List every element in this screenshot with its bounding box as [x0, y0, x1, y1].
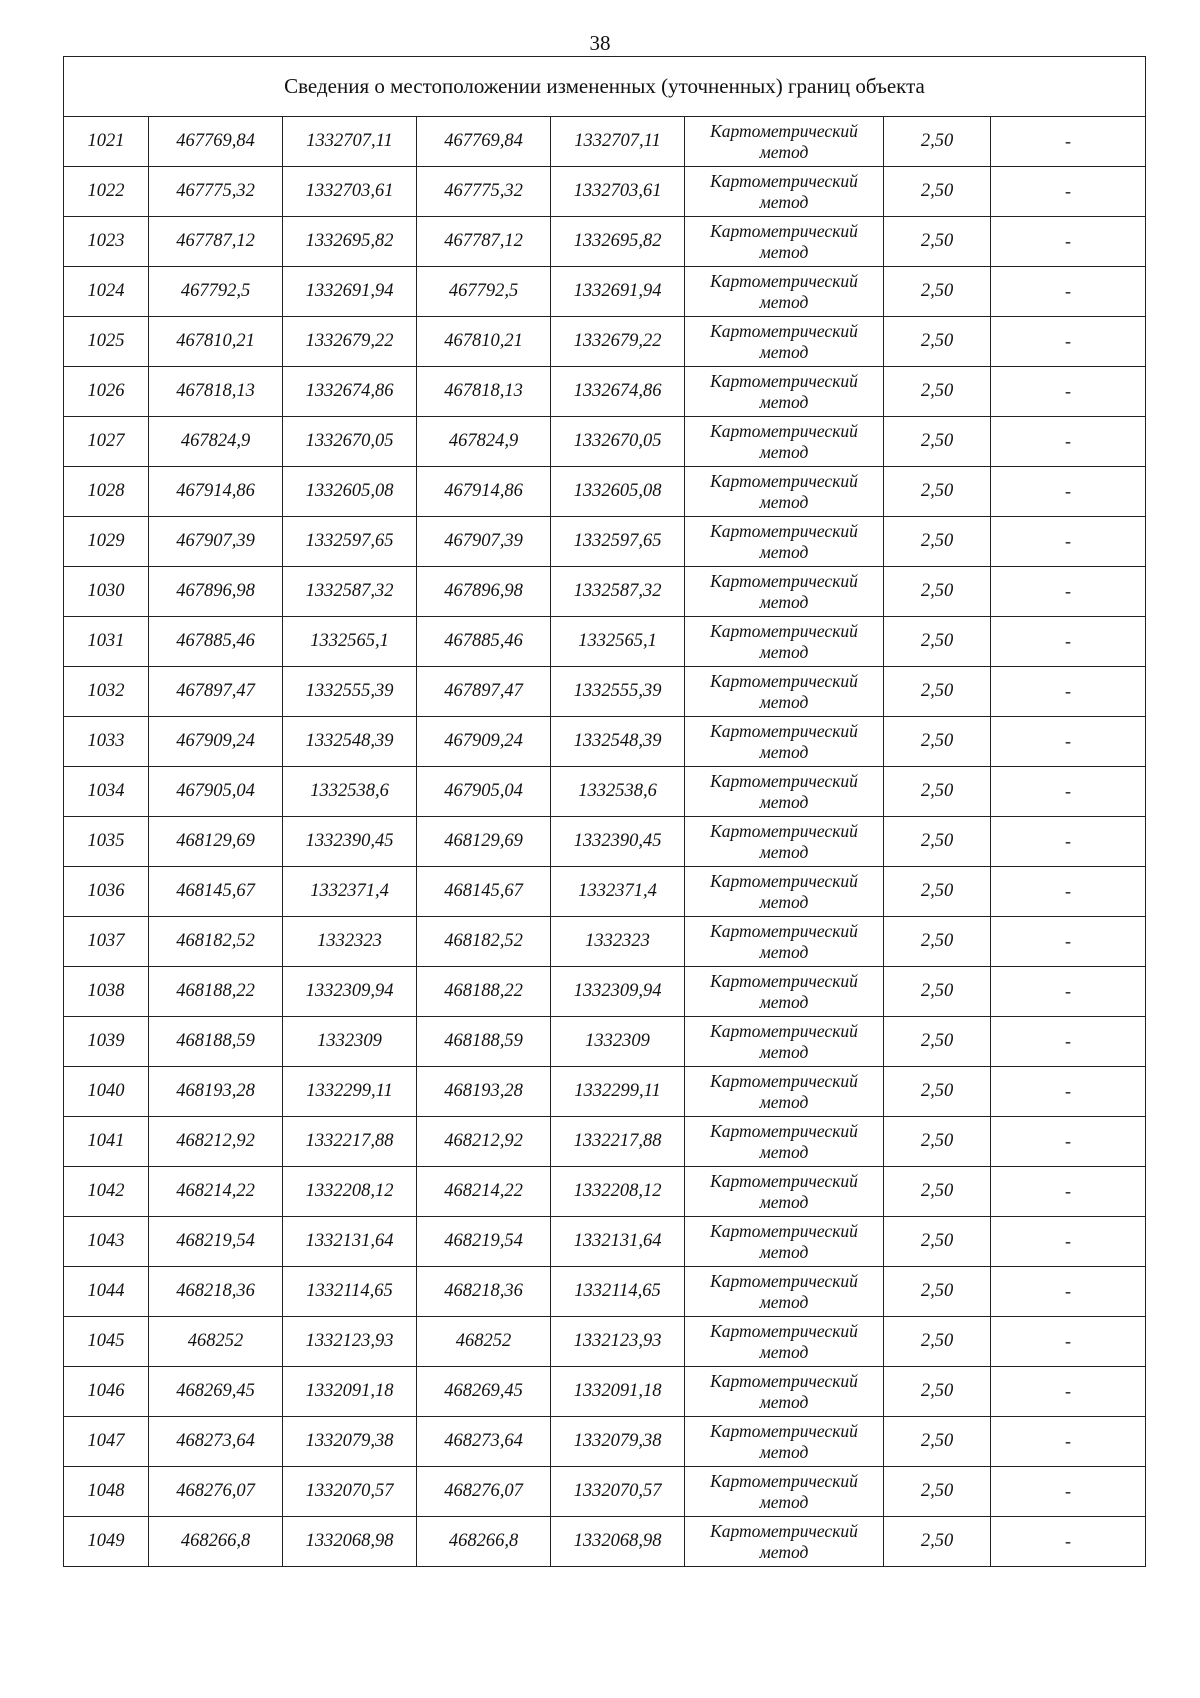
- accuracy-cell: 2,50: [884, 267, 991, 317]
- description-cell: -: [991, 417, 1146, 467]
- table-row: [64, 1167, 1146, 1217]
- point-number-cell: 1036: [64, 867, 149, 917]
- description-cell: -: [991, 817, 1146, 867]
- description-cell: -: [991, 917, 1146, 967]
- accuracy-cell: 2,50: [884, 767, 991, 817]
- x-new-cell: 467824,9: [417, 417, 551, 467]
- accuracy-cell: 2,50: [884, 1117, 991, 1167]
- method-cell: Картометрический метод: [685, 1067, 884, 1117]
- y-existing-cell: 1332538,6: [283, 767, 417, 817]
- x-new-cell: 468218,36: [417, 1267, 551, 1317]
- description-cell: -: [991, 1167, 1146, 1217]
- description-cell: -: [991, 167, 1146, 217]
- x-existing-cell: 468214,22: [149, 1167, 283, 1217]
- x-existing-cell: 467896,98: [149, 567, 283, 617]
- x-new-cell: 467792,5: [417, 267, 551, 317]
- table-row: [64, 1217, 1146, 1267]
- table-body: [64, 57, 1146, 1567]
- method-cell: Картометрический метод: [685, 417, 884, 467]
- point-number-cell: 1030: [64, 567, 149, 617]
- y-new-cell: 1332068,98: [551, 1517, 685, 1567]
- y-new-cell: 1332587,32: [551, 567, 685, 617]
- point-number-cell: 1027: [64, 417, 149, 467]
- description-cell: -: [991, 967, 1146, 1017]
- accuracy-cell: 2,50: [884, 1417, 991, 1467]
- method-cell: Картометрический метод: [685, 717, 884, 767]
- accuracy-cell: 2,50: [884, 1467, 991, 1517]
- table-row: [64, 417, 1146, 467]
- y-new-cell: 1332538,6: [551, 767, 685, 817]
- method-cell: Картометрический метод: [685, 167, 884, 217]
- x-new-cell: 467914,86: [417, 467, 551, 517]
- table-row: [64, 1117, 1146, 1167]
- x-existing-cell: 468269,45: [149, 1367, 283, 1417]
- y-existing-cell: 1332114,65: [283, 1267, 417, 1317]
- method-cell: Картометрический метод: [685, 817, 884, 867]
- point-number-cell: 1039: [64, 1017, 149, 1067]
- method-cell: Картометрический метод: [685, 467, 884, 517]
- x-new-cell: 468276,07: [417, 1467, 551, 1517]
- x-new-cell: 468266,8: [417, 1517, 551, 1567]
- description-cell: -: [991, 217, 1146, 267]
- accuracy-cell: 2,50: [884, 1317, 991, 1367]
- method-cell: Картометрический метод: [685, 1417, 884, 1467]
- y-existing-cell: 1332679,22: [283, 317, 417, 367]
- table-row: [64, 717, 1146, 767]
- y-existing-cell: 1332548,39: [283, 717, 417, 767]
- method-cell: Картометрический метод: [685, 1117, 884, 1167]
- description-cell: -: [991, 317, 1146, 367]
- table-row: [64, 1067, 1146, 1117]
- description-cell: -: [991, 517, 1146, 567]
- method-cell: Картометрический метод: [685, 1517, 884, 1567]
- method-cell: Картометрический метод: [685, 1317, 884, 1367]
- y-new-cell: 1332070,57: [551, 1467, 685, 1517]
- table-row: [64, 467, 1146, 517]
- x-existing-cell: 467818,13: [149, 367, 283, 417]
- table-row: [64, 567, 1146, 617]
- point-number-cell: 1024: [64, 267, 149, 317]
- x-new-cell: 468182,52: [417, 917, 551, 967]
- description-cell: -: [991, 567, 1146, 617]
- x-existing-cell: 467907,39: [149, 517, 283, 567]
- point-number-cell: 1041: [64, 1117, 149, 1167]
- y-existing-cell: 1332674,86: [283, 367, 417, 417]
- y-new-cell: 1332703,61: [551, 167, 685, 217]
- y-existing-cell: 1332371,4: [283, 867, 417, 917]
- x-new-cell: 468212,92: [417, 1117, 551, 1167]
- y-existing-cell: 1332123,93: [283, 1317, 417, 1367]
- point-number-cell: 1033: [64, 717, 149, 767]
- table-row: [64, 1467, 1146, 1517]
- table-title-row: [64, 57, 1146, 117]
- table-row: [64, 917, 1146, 967]
- table-row: [64, 517, 1146, 567]
- accuracy-cell: 2,50: [884, 817, 991, 867]
- y-new-cell: 1332670,05: [551, 417, 685, 467]
- y-existing-cell: 1332091,18: [283, 1367, 417, 1417]
- y-new-cell: 1332605,08: [551, 467, 685, 517]
- method-cell: Картометрический метод: [685, 117, 884, 167]
- x-new-cell: 468269,45: [417, 1367, 551, 1417]
- accuracy-cell: 2,50: [884, 467, 991, 517]
- x-existing-cell: 468188,22: [149, 967, 283, 1017]
- y-new-cell: 1332695,82: [551, 217, 685, 267]
- table-row: [64, 1367, 1146, 1417]
- x-new-cell: 468145,67: [417, 867, 551, 917]
- y-existing-cell: 1332695,82: [283, 217, 417, 267]
- point-number-cell: 1028: [64, 467, 149, 517]
- point-number-cell: 1022: [64, 167, 149, 217]
- x-existing-cell: 468276,07: [149, 1467, 283, 1517]
- y-new-cell: 1332208,12: [551, 1167, 685, 1217]
- x-existing-cell: 468219,54: [149, 1217, 283, 1267]
- point-number-cell: 1031: [64, 617, 149, 667]
- point-number-cell: 1047: [64, 1417, 149, 1467]
- x-new-cell: 467818,13: [417, 367, 551, 417]
- x-existing-cell: 467897,47: [149, 667, 283, 717]
- table-title: Сведения о местоположении измененных (уточненных) границ объекта: [64, 57, 1146, 117]
- accuracy-cell: 2,50: [884, 917, 991, 967]
- description-cell: -: [991, 117, 1146, 167]
- table-row: [64, 667, 1146, 717]
- description-cell: -: [991, 617, 1146, 667]
- x-new-cell: 468129,69: [417, 817, 551, 867]
- x-new-cell: 467896,98: [417, 567, 551, 617]
- y-existing-cell: 1332555,39: [283, 667, 417, 717]
- accuracy-cell: 2,50: [884, 167, 991, 217]
- table-row: [64, 1317, 1146, 1367]
- x-new-cell: 467810,21: [417, 317, 551, 367]
- y-existing-cell: 1332079,38: [283, 1417, 417, 1467]
- page-number: 38: [589, 31, 611, 55]
- x-new-cell: 467909,24: [417, 717, 551, 767]
- y-existing-cell: 1332323: [283, 917, 417, 967]
- method-cell: Картометрический метод: [685, 567, 884, 617]
- accuracy-cell: 2,50: [884, 1067, 991, 1117]
- y-new-cell: 1332309,94: [551, 967, 685, 1017]
- y-existing-cell: 1332309: [283, 1017, 417, 1067]
- method-cell: Картометрический метод: [685, 217, 884, 267]
- x-existing-cell: 468193,28: [149, 1067, 283, 1117]
- method-cell: Картометрический метод: [685, 1367, 884, 1417]
- y-existing-cell: 1332691,94: [283, 267, 417, 317]
- description-cell: -: [991, 867, 1146, 917]
- y-new-cell: 1332390,45: [551, 817, 685, 867]
- table-row: [64, 367, 1146, 417]
- y-existing-cell: 1332068,98: [283, 1517, 417, 1567]
- y-new-cell: 1332323: [551, 917, 685, 967]
- y-existing-cell: 1332208,12: [283, 1167, 417, 1217]
- table-row: [64, 817, 1146, 867]
- accuracy-cell: 2,50: [884, 517, 991, 567]
- y-existing-cell: 1332309,94: [283, 967, 417, 1017]
- table-row: [64, 967, 1146, 1017]
- accuracy-cell: 2,50: [884, 717, 991, 767]
- description-cell: -: [991, 717, 1146, 767]
- table-row: [64, 267, 1146, 317]
- y-existing-cell: 1332707,11: [283, 117, 417, 167]
- accuracy-cell: 2,50: [884, 567, 991, 617]
- x-new-cell: 468188,22: [417, 967, 551, 1017]
- x-existing-cell: 468273,64: [149, 1417, 283, 1467]
- table-row: [64, 117, 1146, 167]
- x-existing-cell: 467810,21: [149, 317, 283, 367]
- x-existing-cell: 468252: [149, 1317, 283, 1367]
- method-cell: Картометрический метод: [685, 1017, 884, 1067]
- point-number-cell: 1040: [64, 1067, 149, 1117]
- accuracy-cell: 2,50: [884, 1217, 991, 1267]
- description-cell: -: [991, 1267, 1146, 1317]
- x-existing-cell: 468212,92: [149, 1117, 283, 1167]
- method-cell: Картометрический метод: [685, 1217, 884, 1267]
- boundary-table: [63, 56, 1146, 1567]
- y-new-cell: 1332079,38: [551, 1417, 685, 1467]
- point-number-cell: 1043: [64, 1217, 149, 1267]
- x-existing-cell: 468188,59: [149, 1017, 283, 1067]
- description-cell: -: [991, 467, 1146, 517]
- y-existing-cell: 1332131,64: [283, 1217, 417, 1267]
- point-number-cell: 1023: [64, 217, 149, 267]
- accuracy-cell: 2,50: [884, 1517, 991, 1567]
- y-new-cell: 1332597,65: [551, 517, 685, 567]
- x-new-cell: 468219,54: [417, 1217, 551, 1267]
- point-number-cell: 1034: [64, 767, 149, 817]
- y-existing-cell: 1332670,05: [283, 417, 417, 467]
- table-row: [64, 1417, 1146, 1467]
- y-new-cell: 1332309: [551, 1017, 685, 1067]
- x-new-cell: 467769,84: [417, 117, 551, 167]
- y-new-cell: 1332217,88: [551, 1117, 685, 1167]
- description-cell: -: [991, 1467, 1146, 1517]
- accuracy-cell: 2,50: [884, 217, 991, 267]
- point-number-cell: 1048: [64, 1467, 149, 1517]
- x-existing-cell: 468266,8: [149, 1517, 283, 1567]
- x-existing-cell: 468218,36: [149, 1267, 283, 1317]
- x-new-cell: 468273,64: [417, 1417, 551, 1467]
- point-number-cell: 1046: [64, 1367, 149, 1417]
- y-new-cell: 1332123,93: [551, 1317, 685, 1367]
- description-cell: -: [991, 1017, 1146, 1067]
- method-cell: Картометрический метод: [685, 617, 884, 667]
- method-cell: Картометрический метод: [685, 667, 884, 717]
- x-existing-cell: 467905,04: [149, 767, 283, 817]
- description-cell: -: [991, 267, 1146, 317]
- description-cell: -: [991, 1417, 1146, 1467]
- table-row: [64, 217, 1146, 267]
- table-row: [64, 1267, 1146, 1317]
- x-new-cell: 467885,46: [417, 617, 551, 667]
- method-cell: Картометрический метод: [685, 367, 884, 417]
- point-number-cell: 1045: [64, 1317, 149, 1367]
- accuracy-cell: 2,50: [884, 1167, 991, 1217]
- x-existing-cell: 467909,24: [149, 717, 283, 767]
- x-existing-cell: 468182,52: [149, 917, 283, 967]
- description-cell: -: [991, 667, 1146, 717]
- x-existing-cell: 467787,12: [149, 217, 283, 267]
- point-number-cell: 1029: [64, 517, 149, 567]
- y-new-cell: 1332299,11: [551, 1067, 685, 1117]
- x-new-cell: 467907,39: [417, 517, 551, 567]
- point-number-cell: 1026: [64, 367, 149, 417]
- method-cell: Картометрический метод: [685, 267, 884, 317]
- table-row: [64, 767, 1146, 817]
- accuracy-cell: 2,50: [884, 617, 991, 667]
- x-new-cell: 467775,32: [417, 167, 551, 217]
- y-new-cell: 1332548,39: [551, 717, 685, 767]
- point-number-cell: 1038: [64, 967, 149, 1017]
- method-cell: Картометрический метод: [685, 917, 884, 967]
- accuracy-cell: 2,50: [884, 1017, 991, 1067]
- y-existing-cell: 1332299,11: [283, 1067, 417, 1117]
- method-cell: Картометрический метод: [685, 517, 884, 567]
- point-number-cell: 1021: [64, 117, 149, 167]
- x-existing-cell: 467775,32: [149, 167, 283, 217]
- point-number-cell: 1037: [64, 917, 149, 967]
- point-number-cell: 1044: [64, 1267, 149, 1317]
- y-existing-cell: 1332597,65: [283, 517, 417, 567]
- method-cell: Картометрический метод: [685, 1167, 884, 1217]
- y-new-cell: 1332679,22: [551, 317, 685, 367]
- description-cell: -: [991, 1367, 1146, 1417]
- y-new-cell: 1332555,39: [551, 667, 685, 717]
- x-existing-cell: 467769,84: [149, 117, 283, 167]
- y-new-cell: 1332131,64: [551, 1217, 685, 1267]
- x-new-cell: 468252: [417, 1317, 551, 1367]
- x-new-cell: 467787,12: [417, 217, 551, 267]
- point-number-cell: 1049: [64, 1517, 149, 1567]
- point-number-cell: 1035: [64, 817, 149, 867]
- accuracy-cell: 2,50: [884, 417, 991, 467]
- y-existing-cell: 1332390,45: [283, 817, 417, 867]
- description-cell: -: [991, 1517, 1146, 1567]
- accuracy-cell: 2,50: [884, 867, 991, 917]
- y-existing-cell: 1332565,1: [283, 617, 417, 667]
- method-cell: Картометрический метод: [685, 1467, 884, 1517]
- point-number-cell: 1042: [64, 1167, 149, 1217]
- table-row: [64, 167, 1146, 217]
- y-new-cell: 1332691,94: [551, 267, 685, 317]
- accuracy-cell: 2,50: [884, 317, 991, 367]
- table-row: [64, 317, 1146, 367]
- x-existing-cell: 468129,69: [149, 817, 283, 867]
- y-new-cell: 1332707,11: [551, 117, 685, 167]
- x-new-cell: 467905,04: [417, 767, 551, 817]
- method-cell: Картометрический метод: [685, 767, 884, 817]
- x-new-cell: 468214,22: [417, 1167, 551, 1217]
- description-cell: -: [991, 1117, 1146, 1167]
- description-cell: -: [991, 367, 1146, 417]
- y-new-cell: 1332114,65: [551, 1267, 685, 1317]
- point-number-cell: 1025: [64, 317, 149, 367]
- x-new-cell: 467897,47: [417, 667, 551, 717]
- accuracy-cell: 2,50: [884, 667, 991, 717]
- table-row: [64, 617, 1146, 667]
- x-new-cell: 468193,28: [417, 1067, 551, 1117]
- method-cell: Картометрический метод: [685, 1267, 884, 1317]
- x-existing-cell: 467792,5: [149, 267, 283, 317]
- method-cell: Картометрический метод: [685, 967, 884, 1017]
- description-cell: -: [991, 767, 1146, 817]
- x-existing-cell: 467914,86: [149, 467, 283, 517]
- point-number-cell: 1032: [64, 667, 149, 717]
- accuracy-cell: 2,50: [884, 367, 991, 417]
- x-existing-cell: 468145,67: [149, 867, 283, 917]
- method-cell: Картометрический метод: [685, 867, 884, 917]
- y-existing-cell: 1332605,08: [283, 467, 417, 517]
- description-cell: -: [991, 1317, 1146, 1367]
- table-row: [64, 1517, 1146, 1567]
- description-cell: -: [991, 1217, 1146, 1267]
- accuracy-cell: 2,50: [884, 1267, 991, 1317]
- y-new-cell: 1332565,1: [551, 617, 685, 667]
- y-existing-cell: 1332217,88: [283, 1117, 417, 1167]
- y-existing-cell: 1332703,61: [283, 167, 417, 217]
- description-cell: -: [991, 1067, 1146, 1117]
- y-new-cell: 1332674,86: [551, 367, 685, 417]
- y-existing-cell: 1332587,32: [283, 567, 417, 617]
- x-existing-cell: 467824,9: [149, 417, 283, 467]
- table-row: [64, 867, 1146, 917]
- accuracy-cell: 2,50: [884, 117, 991, 167]
- y-new-cell: 1332091,18: [551, 1367, 685, 1417]
- accuracy-cell: 2,50: [884, 1367, 991, 1417]
- method-cell: Картометрический метод: [685, 317, 884, 367]
- table-row: [64, 1017, 1146, 1067]
- x-new-cell: 468188,59: [417, 1017, 551, 1067]
- y-existing-cell: 1332070,57: [283, 1467, 417, 1517]
- accuracy-cell: 2,50: [884, 967, 991, 1017]
- x-existing-cell: 467885,46: [149, 617, 283, 667]
- y-new-cell: 1332371,4: [551, 867, 685, 917]
